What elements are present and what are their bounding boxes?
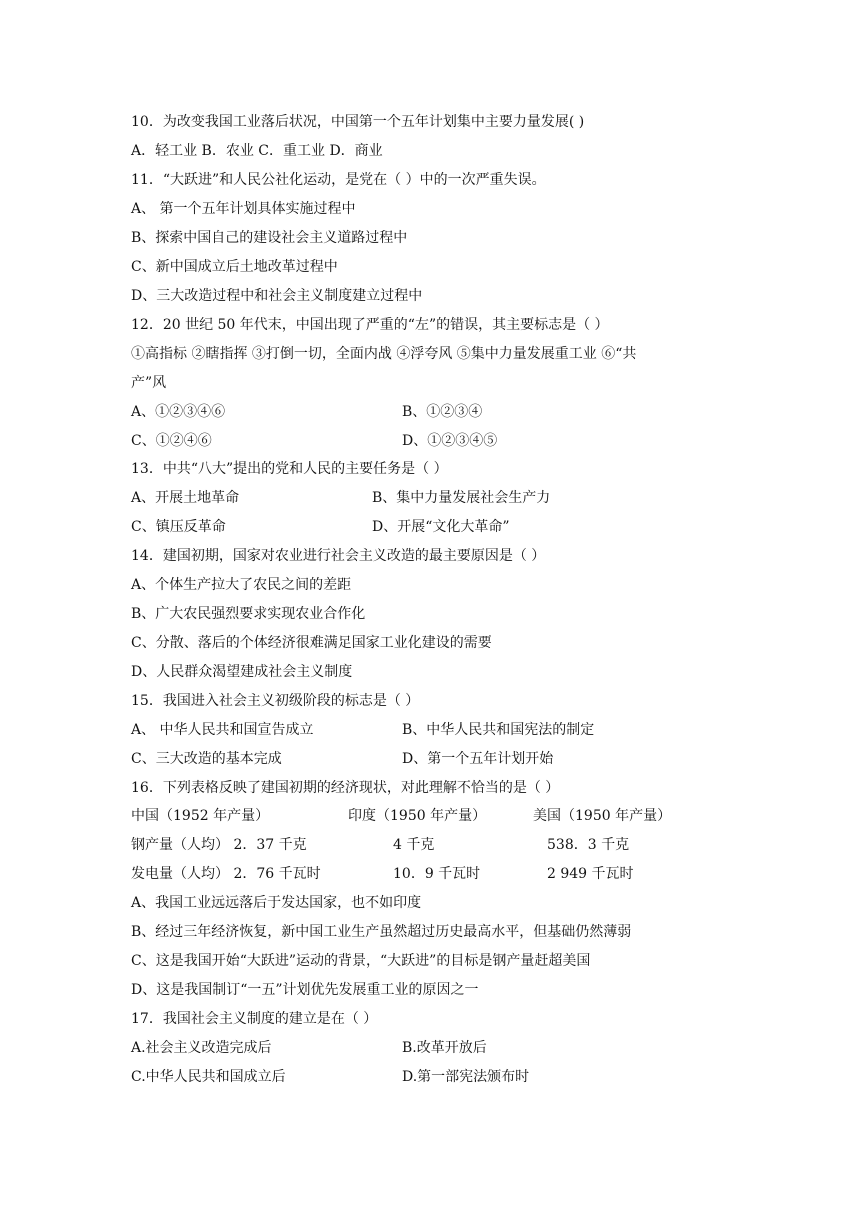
- question-11-stem: 11．“大跃进”和人民公社化运动，是党在（ ）中的一次严重失误。: [131, 172, 546, 188]
- question-12-items-line-2: 产”风: [131, 375, 167, 391]
- table-row-power-usa: 2 949 千瓦时: [547, 866, 634, 882]
- question-13-option-b: B、集中力量发展社会生产力: [372, 490, 551, 506]
- question-15-option-a: A、 中华人民共和国宣告成立: [131, 722, 314, 738]
- question-12-option-d: D、①②③④⑤: [402, 433, 498, 449]
- question-14-stem: 14．建国初期，国家对农业进行社会主义改造的最主要原因是（ ）: [131, 548, 546, 564]
- table-row-steel-usa: 538．3 千克: [547, 837, 630, 853]
- question-12-option-c: C、①②④⑥: [131, 433, 212, 449]
- question-11-option-d: D、三大改造过程中和社会主义制度建立过程中: [131, 288, 423, 304]
- question-17-stem: 17．我国社会主义制度的建立是在（ ）: [131, 1011, 378, 1027]
- table-header-china: 中国（1952 年产量）: [131, 808, 270, 824]
- question-10-options: A．轻工业 B．农业 C．重工业 D．商业: [131, 143, 383, 159]
- question-15-option-b: B、中华人民共和国宪法的制定: [402, 722, 595, 738]
- question-15-option-c: C、三大改造的基本完成: [131, 751, 282, 767]
- question-16-stem: 16．下列表格反映了建国初期的经济现状，对此理解不恰当的是（ ）: [131, 780, 560, 796]
- question-17-option-a: A.社会主义改造完成后: [131, 1040, 272, 1056]
- question-15-stem: 15．我国进入社会主义初级阶段的标志是（ ）: [131, 693, 420, 709]
- question-12-stem: 12．20 世纪 50 年代末，中国出现了严重的“左”的错误，其主要标志是（ ）: [131, 317, 609, 333]
- question-11-option-b: B、探索中国自己的建设社会主义道路过程中: [131, 230, 408, 246]
- question-13-stem: 13．中共“八大”提出的党和人民的主要任务是（ ）: [131, 461, 448, 477]
- question-17-option-b: B.改革开放后: [402, 1040, 487, 1056]
- question-13-option-a: A、开展土地革命: [131, 490, 240, 506]
- table-row-steel-india: 4 千克: [393, 837, 435, 853]
- question-16-option-b: B、经过三年经济恢复，新中国工业生产虽然超过历史最高水平，但基础仍然薄弱: [131, 924, 632, 940]
- table-row-power-india: 10．9 千瓦时: [393, 866, 481, 882]
- question-12-option-a: A、①②③④⑥: [131, 404, 226, 420]
- question-16-option-a: A、我国工业远远落后于发达国家，也不如印度: [131, 895, 422, 911]
- question-12-items-line-1: ①高指标 ②瞎指挥 ③打倒一切，全面内战 ④浮夸风 ⑤集中力量发展重工业 ⑥“共: [131, 346, 637, 362]
- question-17-option-c: C.中华人民共和国成立后: [131, 1069, 286, 1085]
- question-14-option-a: A、个体生产拉大了农民之间的差距: [131, 577, 352, 593]
- question-14-option-b: B、广大农民强烈要求实现农业合作化: [131, 606, 366, 622]
- question-13-option-c: C、镇压反革命: [131, 519, 226, 535]
- table-row-power-china: 发电量（人均） 2．76 千瓦时: [131, 866, 321, 882]
- question-15-option-d: D、第一个五年计划开始: [402, 751, 554, 767]
- question-17-option-d: D.第一部宪法颁布时: [402, 1069, 530, 1085]
- question-13-option-d: D、开展“文化大革命”: [372, 519, 510, 535]
- question-12-option-b: B、①②③④: [402, 404, 483, 420]
- question-10-stem: 10．为改变我国工业落后状况，中国第一个五年计划集中主要力量发展( ): [131, 114, 585, 130]
- table-header-usa: 美国（1950 年产量）: [533, 808, 672, 824]
- table-header-india: 印度（1950 年产量）: [348, 808, 487, 824]
- question-16-option-c: C、这是我国开始“大跃进”运动的背景，“大跃进”的目标是钢产量赶超美国: [131, 953, 591, 969]
- question-16-option-d: D、这是我国制订“一五”计划优先发展重工业的原因之一: [131, 982, 479, 998]
- table-row-steel-china: 钢产量（人均） 2．37 千克: [131, 837, 307, 853]
- question-11-option-c: C、新中国成立后土地改革过程中: [131, 259, 338, 275]
- question-14-option-c: C、分散、落后的个体经济很难满足国家工业化建设的需要: [131, 635, 492, 651]
- question-14-option-d: D、人民群众渴望建成社会主义制度: [131, 664, 353, 680]
- question-11-option-a: A、 第一个五年计划具体实施过程中: [131, 201, 356, 217]
